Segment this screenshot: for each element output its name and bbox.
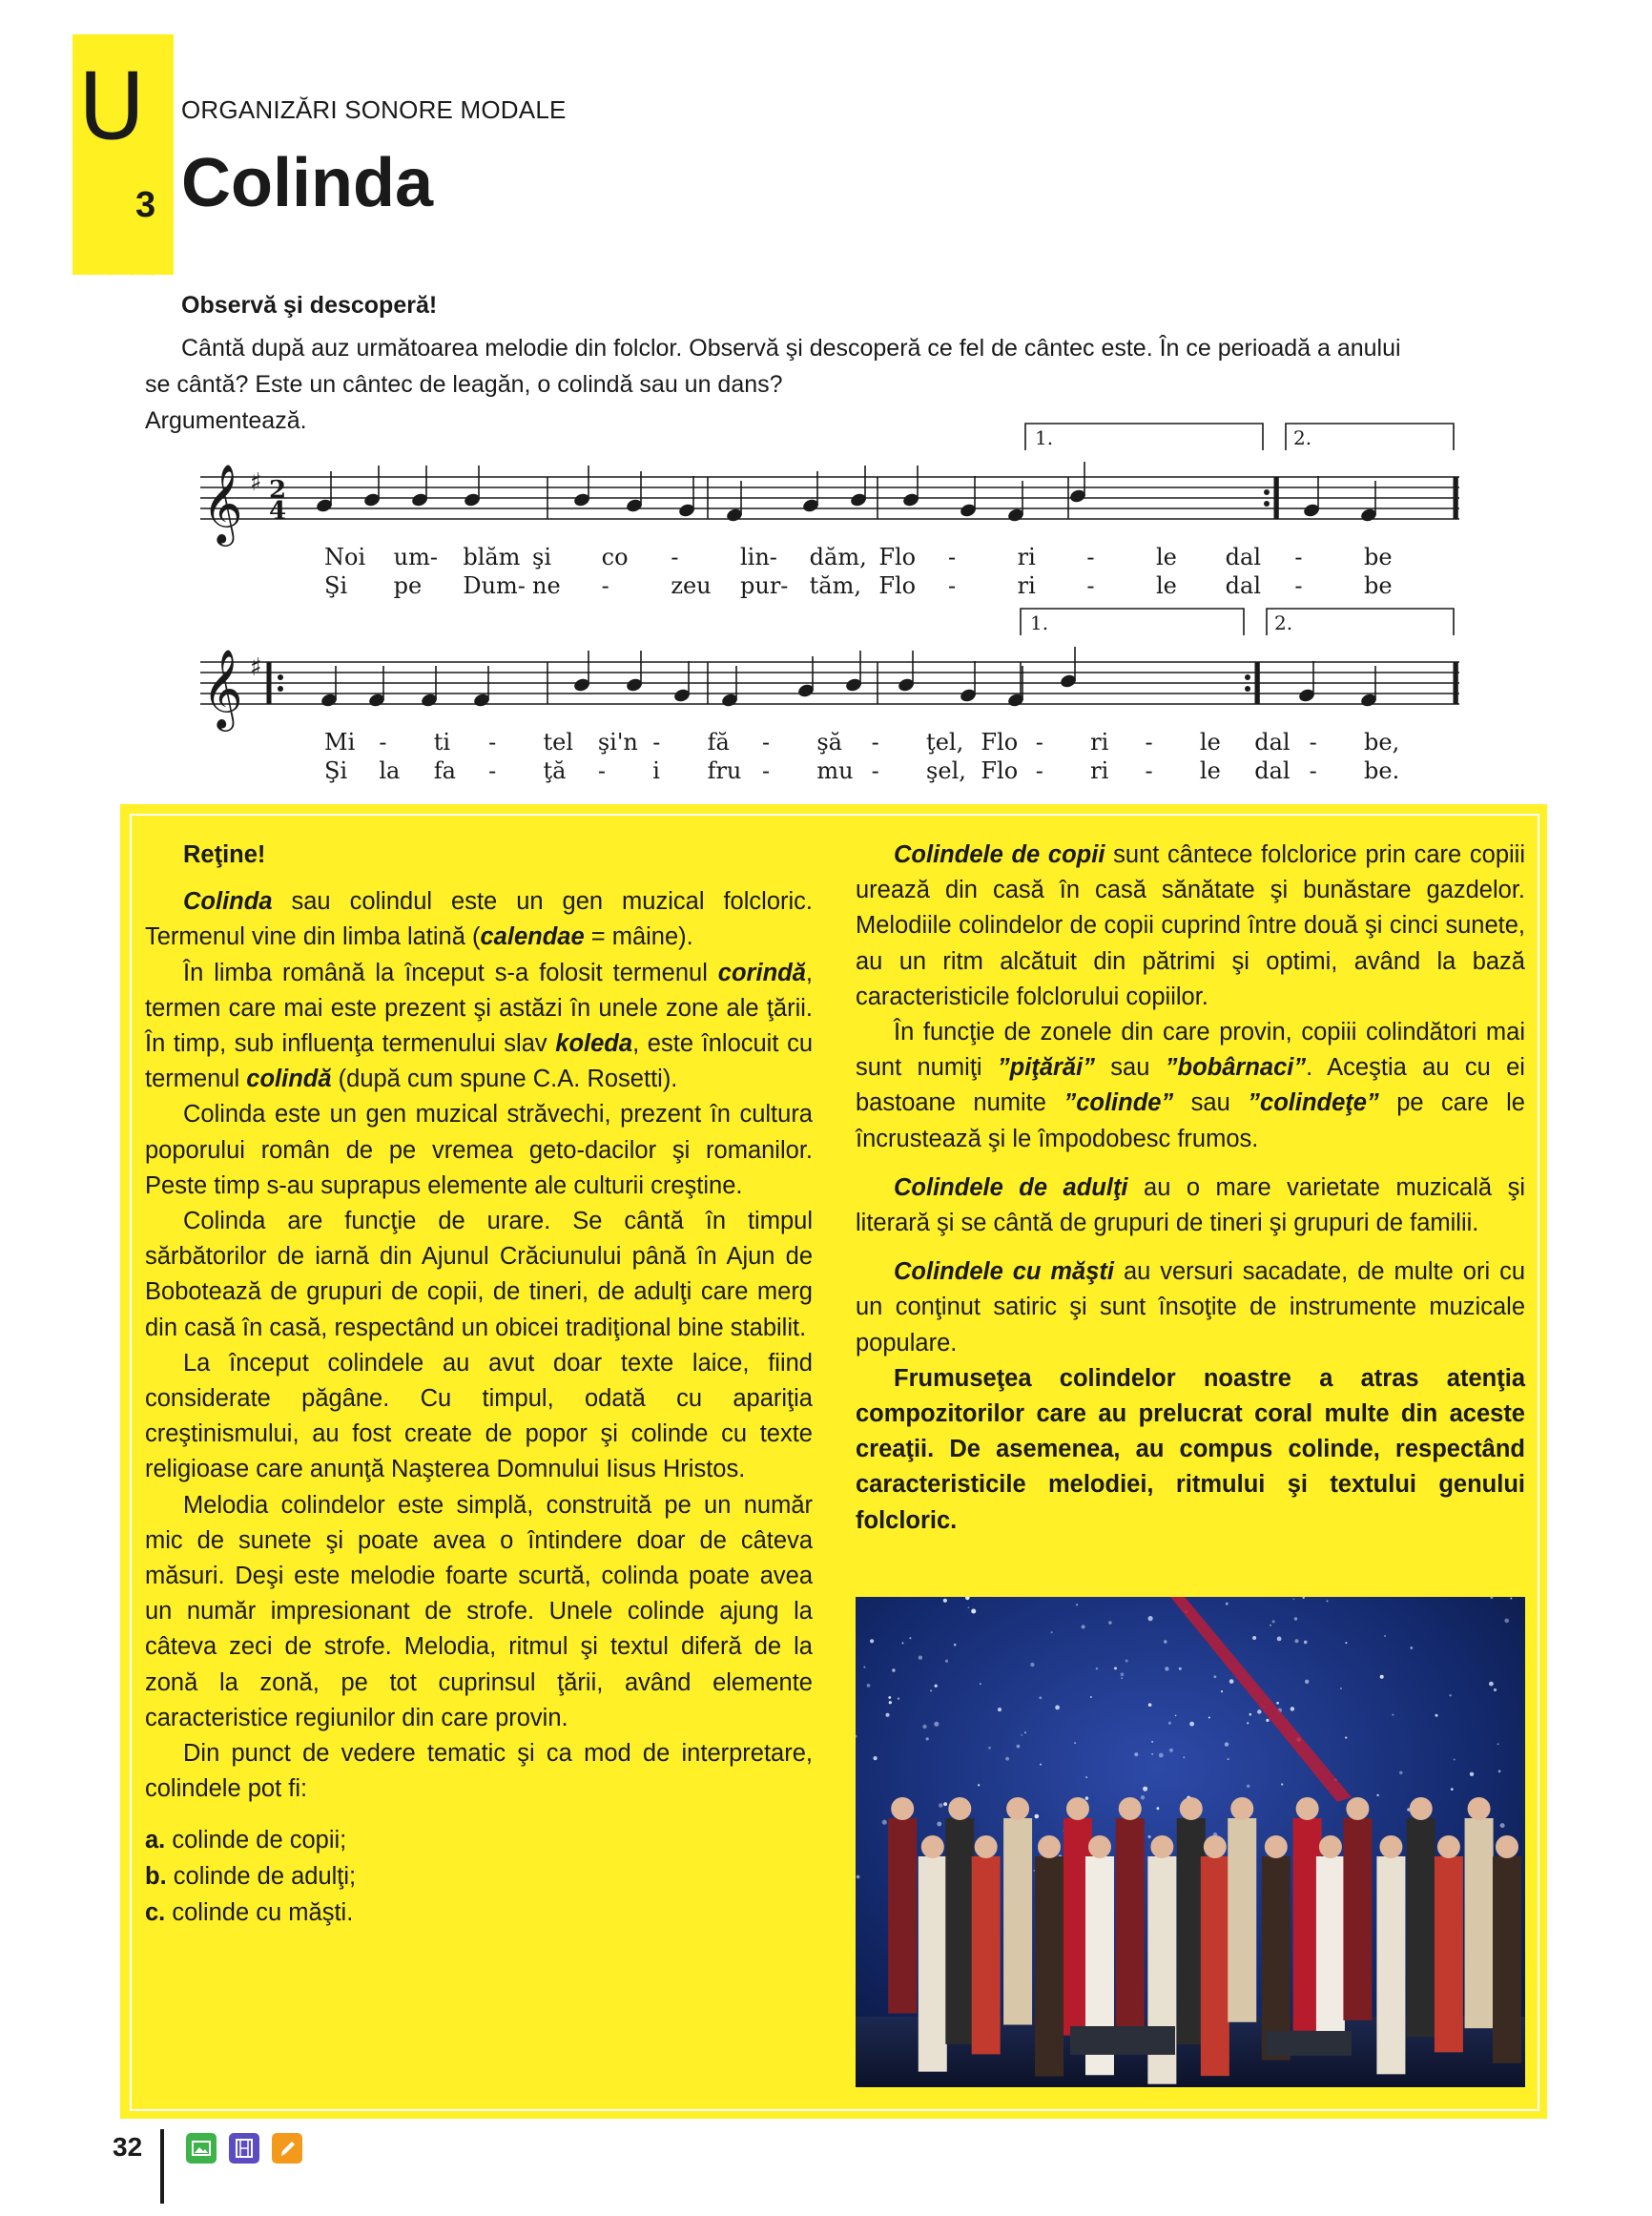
mask-carols: Colindele cu măşti au versuri sacadate, de multe ori cu un conţinut satiric şi sunt însoţite de instrumente muzicale populare. <box>856 1258 1525 1357</box>
star-light <box>1226 1603 1229 1605</box>
star-light <box>1148 1616 1153 1621</box>
star-light <box>867 1684 871 1688</box>
star-light <box>857 1875 860 1879</box>
star-light <box>1208 1717 1210 1719</box>
caroler-figure <box>1316 1856 1345 2053</box>
lyric-syllable: - <box>1294 544 1303 570</box>
caroler-figure <box>945 1818 974 2044</box>
star-light <box>1277 1637 1282 1642</box>
caroler-head <box>1410 1797 1433 1820</box>
carolers-names: În funcţie de zonele din care provin, copiii colindători mai sunt numiţi ”piţărăi” sau ”bobârnaci”. Aceştia au cu ei bastoane numite ”colinde” sau ”colindeţe” pe care le încrustează şi le împodobesc frumos. <box>856 1019 1525 1152</box>
caroler-figure <box>1343 1818 1372 2020</box>
star-light <box>1252 1636 1256 1640</box>
star-light <box>1247 1722 1249 1724</box>
star-light <box>1039 1696 1042 1699</box>
caroler-figure <box>972 1856 1001 2054</box>
caroler-head <box>1204 1835 1227 1858</box>
lyric-syllable: tăm, <box>809 572 862 599</box>
star-light <box>988 1747 991 1750</box>
lyric-syllable: dal <box>1225 544 1262 570</box>
lyric-syllable: - <box>1035 757 1043 784</box>
lyric-syllable: le <box>1199 729 1221 756</box>
star-light <box>935 1685 938 1688</box>
star-light <box>1435 1714 1438 1717</box>
lyric-syllable: Dum- <box>463 572 526 599</box>
retine-p4: Colinda are funcţie de urare. Se cântă în timpul sărbătorilor de iarnă din Ajunul Crăciunului până în Ajun de Bobotează de grupuri de copii, de tineri, de adulţi care merg din casă în casă, respectând un obicei tradiţional bine stabilit. <box>145 1208 813 1341</box>
volta-2-label: 2. <box>1274 611 1293 634</box>
lyric-syllable: Flo <box>878 572 917 599</box>
lyric-syllable: be, <box>1364 729 1400 756</box>
caroler-head <box>921 1835 944 1858</box>
retine-p7: Din punct de vedere tematic şi ca mod de interpretare, colindele pot fi: <box>145 1740 813 1803</box>
star-light <box>1179 1667 1182 1670</box>
repeat-dot <box>1264 489 1270 495</box>
list-item: b. colinde de adulţi; <box>145 1863 357 1891</box>
treble-clef: 𝄞 <box>202 463 243 543</box>
lyric-syllable: - <box>601 572 609 599</box>
star-light <box>882 1820 887 1825</box>
star-light <box>1498 1770 1501 1772</box>
star-light <box>1189 1722 1194 1727</box>
unit-tab-notch <box>72 253 174 276</box>
volta-1-bracket <box>1021 609 1244 635</box>
caroler-head <box>891 1797 914 1820</box>
star-light <box>898 1698 899 1700</box>
lyric-syllable: Flo <box>878 544 917 570</box>
list-item: a. colinde de copii; <box>145 1827 347 1854</box>
star-light <box>1470 1772 1474 1776</box>
lyric-syllable: ţel, <box>926 729 964 756</box>
star-light <box>1451 1788 1454 1791</box>
star-light <box>1114 1667 1117 1670</box>
image-icon[interactable] <box>186 2133 217 2164</box>
lyric-syllable: - <box>1035 729 1043 756</box>
observe-heading: Observă şi descoperă! <box>181 292 438 319</box>
caroler-head <box>975 1835 998 1858</box>
star-light <box>909 1637 911 1639</box>
lyric-syllable: ri <box>1090 757 1109 784</box>
lyric-syllable: ri <box>1017 572 1036 599</box>
star-light <box>1164 1640 1167 1643</box>
volta-2-bracket <box>1267 609 1454 635</box>
star-light <box>1305 1680 1309 1684</box>
star-light <box>1143 1787 1147 1791</box>
repeat-dot <box>1245 674 1250 680</box>
star-light <box>1035 1814 1040 1819</box>
star-light <box>1294 1617 1297 1620</box>
star-light <box>968 1606 970 1608</box>
intro-line-1: Cântă după auz următoarea melodie din folclor. Observă şi descoperă ce fel de cântec este. În ce perioadă a anului <box>181 335 1401 362</box>
key-signature-sharp: ♯ <box>250 468 262 497</box>
star-light <box>1214 1675 1217 1678</box>
star-light <box>1141 1795 1145 1799</box>
star-light <box>1270 1625 1271 1626</box>
caroler-head <box>1319 1835 1342 1858</box>
caroler-figure <box>1435 1856 1463 2052</box>
repeat-dot <box>1264 501 1270 507</box>
star-light <box>1229 1679 1234 1684</box>
star-light <box>1494 1688 1497 1691</box>
lyric-syllable: - <box>1145 757 1153 784</box>
list-item: c. colinde cu măşti. <box>145 1899 354 1927</box>
star-light <box>1247 1785 1249 1788</box>
footer-divider <box>160 2129 164 2204</box>
lyric-syllable: be. <box>1364 757 1400 784</box>
caroler-figure <box>1493 1856 1521 2063</box>
star-light <box>1096 1667 1098 1669</box>
star-light <box>943 1599 947 1603</box>
intro-line-2: se cântă? Este un cântec de leagăn, o colindă sau un dans? <box>145 371 783 398</box>
star-light <box>1504 1619 1509 1624</box>
caroler-figure <box>1465 1818 1494 2028</box>
star-light <box>1024 1731 1026 1733</box>
lyric-syllable: - <box>1294 572 1303 599</box>
caroler-head <box>1150 1835 1173 1858</box>
lyric-syllable: um- <box>393 544 438 570</box>
star-light <box>1384 1635 1386 1637</box>
page-number: 32 <box>113 2132 143 2162</box>
lyric-syllable: fa <box>433 757 456 784</box>
carolers-photo <box>856 1597 1525 2087</box>
lyric-syllable: - <box>379 729 387 756</box>
star-light <box>1228 1758 1229 1760</box>
star-light <box>1327 1600 1329 1602</box>
lyric-syllable: lin- <box>740 544 777 570</box>
lyric-syllable: - <box>652 729 661 756</box>
star-light <box>870 1639 874 1643</box>
lyric-syllable: pur- <box>740 572 789 599</box>
star-light <box>1108 1621 1111 1624</box>
lyric-syllable: - <box>597 757 606 784</box>
retine-p2: În limba română la început s-a folosit termenul corindă, termen care mai este prezent şi astăzi în unele zone ale ţării. În timp, sub influenţa termenului slav koleda, este înlocuit cu termenul colindă (după cum spune C.A. Rosetti). <box>145 959 813 1093</box>
star-light <box>1340 1688 1342 1689</box>
lyric-syllable: pe <box>393 572 423 599</box>
caroler-head <box>1088 1835 1111 1858</box>
right-column <box>856 838 1525 1539</box>
star-light <box>888 1696 891 1699</box>
caroler-figure <box>919 1856 947 2072</box>
lyric-syllable: le <box>1156 544 1177 570</box>
caroler-head <box>1265 1835 1288 1858</box>
star-light <box>930 1689 932 1691</box>
lyric-syllable: - <box>1309 729 1317 756</box>
star-light <box>1157 1807 1160 1810</box>
star-light <box>1017 1745 1021 1749</box>
caroler-head <box>1496 1835 1518 1858</box>
star-light <box>1076 1604 1078 1605</box>
caroler-figure <box>1003 1818 1032 2025</box>
star-light <box>1489 1682 1494 1687</box>
star-light <box>1148 1835 1151 1838</box>
caroler-figure <box>1376 1856 1405 2074</box>
star-light <box>943 1802 947 1806</box>
star-light <box>1040 1764 1042 1766</box>
caroler-head <box>1296 1797 1319 1820</box>
star-light <box>1276 1702 1279 1705</box>
star-light <box>863 1667 865 1668</box>
children-carols: Colindele de copii sunt cântece folclorice prin care copiii urează din casă în casă sănătate şi bunăstare gazdelor. Melodiile colindelor de copii cuprind între două şi cinci sunete, au un ritm alcătuit din pătrimi şi optimi, având la bază caracteristicile folclorului copiilor. <box>856 841 1526 1010</box>
star-light <box>1021 1734 1022 1736</box>
lyric-syllable: co <box>601 544 629 570</box>
star-light <box>886 1713 890 1717</box>
lyric-syllable: - <box>761 729 771 756</box>
star-light <box>922 1725 926 1729</box>
star-light <box>1125 1660 1128 1663</box>
star-light <box>889 1701 892 1704</box>
lyric-syllable: le <box>1156 572 1177 599</box>
lyric-syllable: tel <box>543 729 574 756</box>
caroler-head <box>1379 1835 1402 1858</box>
time-signature-bottom: 4 <box>269 497 287 526</box>
pencil-icon[interactable] <box>272 2133 302 2164</box>
unit-letter: U <box>78 53 146 160</box>
lyric-syllable: - <box>1145 729 1153 756</box>
star-light <box>1168 1722 1171 1725</box>
caroler-figure <box>1262 1856 1291 2061</box>
caroler-figure <box>1407 1818 1435 2037</box>
star-light <box>902 1642 904 1644</box>
lyric-syllable: ri <box>1017 544 1036 570</box>
lyric-syllable: şi'n <box>597 729 638 756</box>
volta-1-label: 1. <box>1030 611 1049 634</box>
page-title: Colinda <box>181 145 433 221</box>
repeat-dot <box>278 686 283 692</box>
lyric-syllable: - <box>948 572 957 599</box>
lyric-syllable: - <box>488 757 497 784</box>
star-light <box>874 1756 878 1760</box>
star-light <box>1134 1752 1138 1756</box>
star-light <box>1159 1753 1164 1758</box>
category-list <box>145 1822 813 1931</box>
star-light <box>1376 1794 1378 1796</box>
star-light <box>1272 1620 1275 1623</box>
star-light <box>980 1683 981 1685</box>
left-column <box>145 838 813 1931</box>
treble-clef: 𝄞 <box>202 648 243 728</box>
caroler-head <box>1468 1797 1491 1820</box>
caroler-head <box>1006 1797 1029 1820</box>
lyric-syllable: zeu <box>671 572 712 599</box>
star-light <box>1291 1707 1294 1710</box>
star-light <box>1281 1783 1283 1785</box>
lyric-syllable: dal <box>1225 572 1262 599</box>
lyric-syllable: - <box>488 729 497 756</box>
music-score <box>181 418 1459 799</box>
lyric-syllable: - <box>871 729 879 756</box>
caroler-head <box>1180 1797 1203 1820</box>
lyric-syllable: şel, <box>926 757 966 784</box>
caroler-figure <box>1116 1818 1145 2044</box>
lyric-syllable: fru <box>707 757 742 784</box>
star-light <box>1500 1823 1505 1828</box>
lyric-syllable: Mi <box>324 729 356 756</box>
star-light <box>1510 1598 1512 1600</box>
lyric-syllable: ri <box>1090 729 1109 756</box>
star-light <box>1082 1625 1085 1628</box>
caroler-head <box>948 1797 971 1820</box>
star-light <box>1304 1641 1308 1645</box>
star-light <box>1151 1753 1153 1755</box>
section-label: ORGANIZĂRI SONORE MODALE <box>181 95 567 124</box>
lyric-syllable: blăm <box>463 544 521 570</box>
lyric-syllable: - <box>871 757 879 784</box>
retine-p3: Colinda este un gen muzical străvechi, prezent în cultura poporului român de pe vremea geto-dacilor şi romanilor. Peste timp s-au suprapus elemente ale culturii creştine. <box>145 1101 813 1199</box>
lyric-syllable: - <box>671 544 679 570</box>
lyric-syllable: ţă <box>543 757 567 784</box>
star-light <box>939 1803 943 1808</box>
lyric-syllable: ti <box>433 729 451 756</box>
lyric-syllable: - <box>1309 757 1317 784</box>
star-light <box>998 1708 1002 1711</box>
volta-1-bracket <box>1025 424 1263 450</box>
lyric-syllable: ne <box>532 572 561 599</box>
star-light <box>1085 1796 1089 1800</box>
star-light <box>1121 1677 1123 1679</box>
lyric-syllable: dal <box>1254 757 1291 784</box>
lyric-syllable: Noi <box>324 544 366 570</box>
lyric-syllable: şi <box>532 544 551 570</box>
caroler-head <box>1038 1835 1061 1858</box>
star-light <box>1345 1642 1347 1644</box>
star-light <box>1497 1743 1499 1745</box>
star-light <box>1165 1667 1168 1670</box>
star-light <box>1175 1715 1177 1717</box>
star-light <box>978 1784 980 1786</box>
star-light <box>954 1644 957 1646</box>
star-light <box>1085 1776 1087 1778</box>
lyric-syllable: şă <box>816 729 842 756</box>
repeat-dot <box>1245 686 1250 692</box>
adult-carols: Colindele de adulţi au o mare varietate muzicală şi literară şi se cântă de grupuri de tineri şi grupuri de familii. <box>856 1173 1525 1237</box>
lyric-syllable: Flo <box>981 757 1019 784</box>
volta-2-label: 2. <box>1293 426 1312 449</box>
star-light <box>919 1656 922 1660</box>
lyric-syllable: - <box>948 544 957 570</box>
star-light <box>1399 1771 1403 1775</box>
star-light <box>1380 1675 1384 1679</box>
caroler-figure <box>888 1818 917 2014</box>
lyric-syllable: dăm, <box>809 544 867 570</box>
lyric-syllable: dal <box>1254 729 1291 756</box>
star-light <box>1030 1663 1034 1667</box>
caroler-head <box>1230 1797 1253 1820</box>
star-light <box>1454 1759 1456 1761</box>
caroler-head <box>1066 1797 1089 1820</box>
composers-note: Frumuseţea colindelor noastre a atras atenţia compozitorilor care au prelucrat coral multe din aceste creaţii. De asemenea, au compus colinde, respectând caracteristicile melodiei, ritmului şi textului genului folcloric. <box>856 1364 1525 1534</box>
lyric-syllable: fă <box>707 729 730 756</box>
star-light <box>971 1609 976 1614</box>
star-light <box>892 1668 895 1671</box>
film-icon[interactable] <box>229 2133 259 2164</box>
volta-1-label: 1. <box>1035 426 1054 449</box>
lyric-syllable: Flo <box>981 729 1019 756</box>
star-light <box>1392 1714 1394 1716</box>
star-light <box>1051 1631 1053 1633</box>
star-light <box>937 1822 941 1827</box>
unit-number: 3 <box>135 185 156 225</box>
lyric-syllable: mu <box>816 757 854 784</box>
caroler-figure <box>1228 1818 1256 2022</box>
star-light <box>934 1722 939 1727</box>
lyric-syllable: - <box>761 757 771 784</box>
retine-p1: Colinda sau colindul este un gen muzical folcloric. Termenul vine din limba latină (calendae = mâine). <box>145 888 813 951</box>
caroler-head <box>1437 1835 1460 1858</box>
caroler-head <box>1119 1797 1142 1820</box>
star-light <box>1221 1690 1223 1692</box>
star-light <box>1074 1742 1076 1744</box>
repeat-dot <box>278 674 283 680</box>
star-light <box>1345 1736 1347 1738</box>
star-light <box>1090 1696 1092 1698</box>
star-light <box>1121 1672 1125 1676</box>
star-light <box>1055 1706 1060 1710</box>
star-light <box>1148 1703 1152 1707</box>
star-light <box>1151 1741 1153 1743</box>
lyric-syllable: la <box>379 757 401 784</box>
star-light <box>1293 1599 1295 1601</box>
lyric-syllable: i <box>652 757 660 784</box>
lyric-syllable: Şi <box>324 757 348 784</box>
star-light <box>1169 1749 1173 1752</box>
star-light <box>1033 1870 1035 1872</box>
time-signature-top: 2 <box>269 476 287 505</box>
star-light <box>1295 1639 1299 1643</box>
retine-p5: La început colindele au avut doar texte laice, fiind considerate păgâne. Cu timpul, odată cu apariţia creştinismului, au fost create de popor şi colinde cu texte religioase care anunţă Naşterea Domnului Iisus Hristos. <box>145 1349 813 1483</box>
star-light <box>1449 1694 1451 1696</box>
star-light <box>1257 1709 1261 1713</box>
star-light <box>1266 1719 1269 1722</box>
caroler-figure <box>1035 1856 1063 2077</box>
key-signature-sharp: ♯ <box>250 653 262 682</box>
caroler-figure <box>1201 1856 1229 2076</box>
lyric-syllable: - <box>1086 544 1095 570</box>
lyric-syllable: le <box>1199 757 1221 784</box>
lyric-syllable: be <box>1364 572 1393 599</box>
retine-heading: Reţine! <box>183 841 266 868</box>
star-light <box>1225 1742 1229 1746</box>
intro-line-3: Argumentează. <box>145 407 307 434</box>
lyric-syllable: - <box>1086 572 1095 599</box>
lyric-syllable: Şi <box>324 572 348 599</box>
lyric-syllable: be <box>1364 544 1393 570</box>
caroler-head <box>1346 1797 1369 1820</box>
retine-p6: Melodia colindelor este simplă, construită pe un număr mic de sunete şi poate avea o întindere doar de câteva măsuri. Deşi este melodie foarte scurtă, colinda poate avea un număr impresionant de strofe. Unele colinde ajung la câteva zeci de strofe. Melodia, ritmul şi textul diferă de la zonă la zonă, pe tot cuprinsul ţării, având elemente caracteristice regiunilor din care provin. <box>145 1491 813 1731</box>
star-light <box>1410 1646 1413 1649</box>
star-light <box>1183 1756 1185 1758</box>
star-light <box>1249 1713 1252 1716</box>
star-light <box>926 1737 929 1740</box>
star-light <box>1005 1757 1009 1761</box>
star-light <box>945 1660 948 1663</box>
